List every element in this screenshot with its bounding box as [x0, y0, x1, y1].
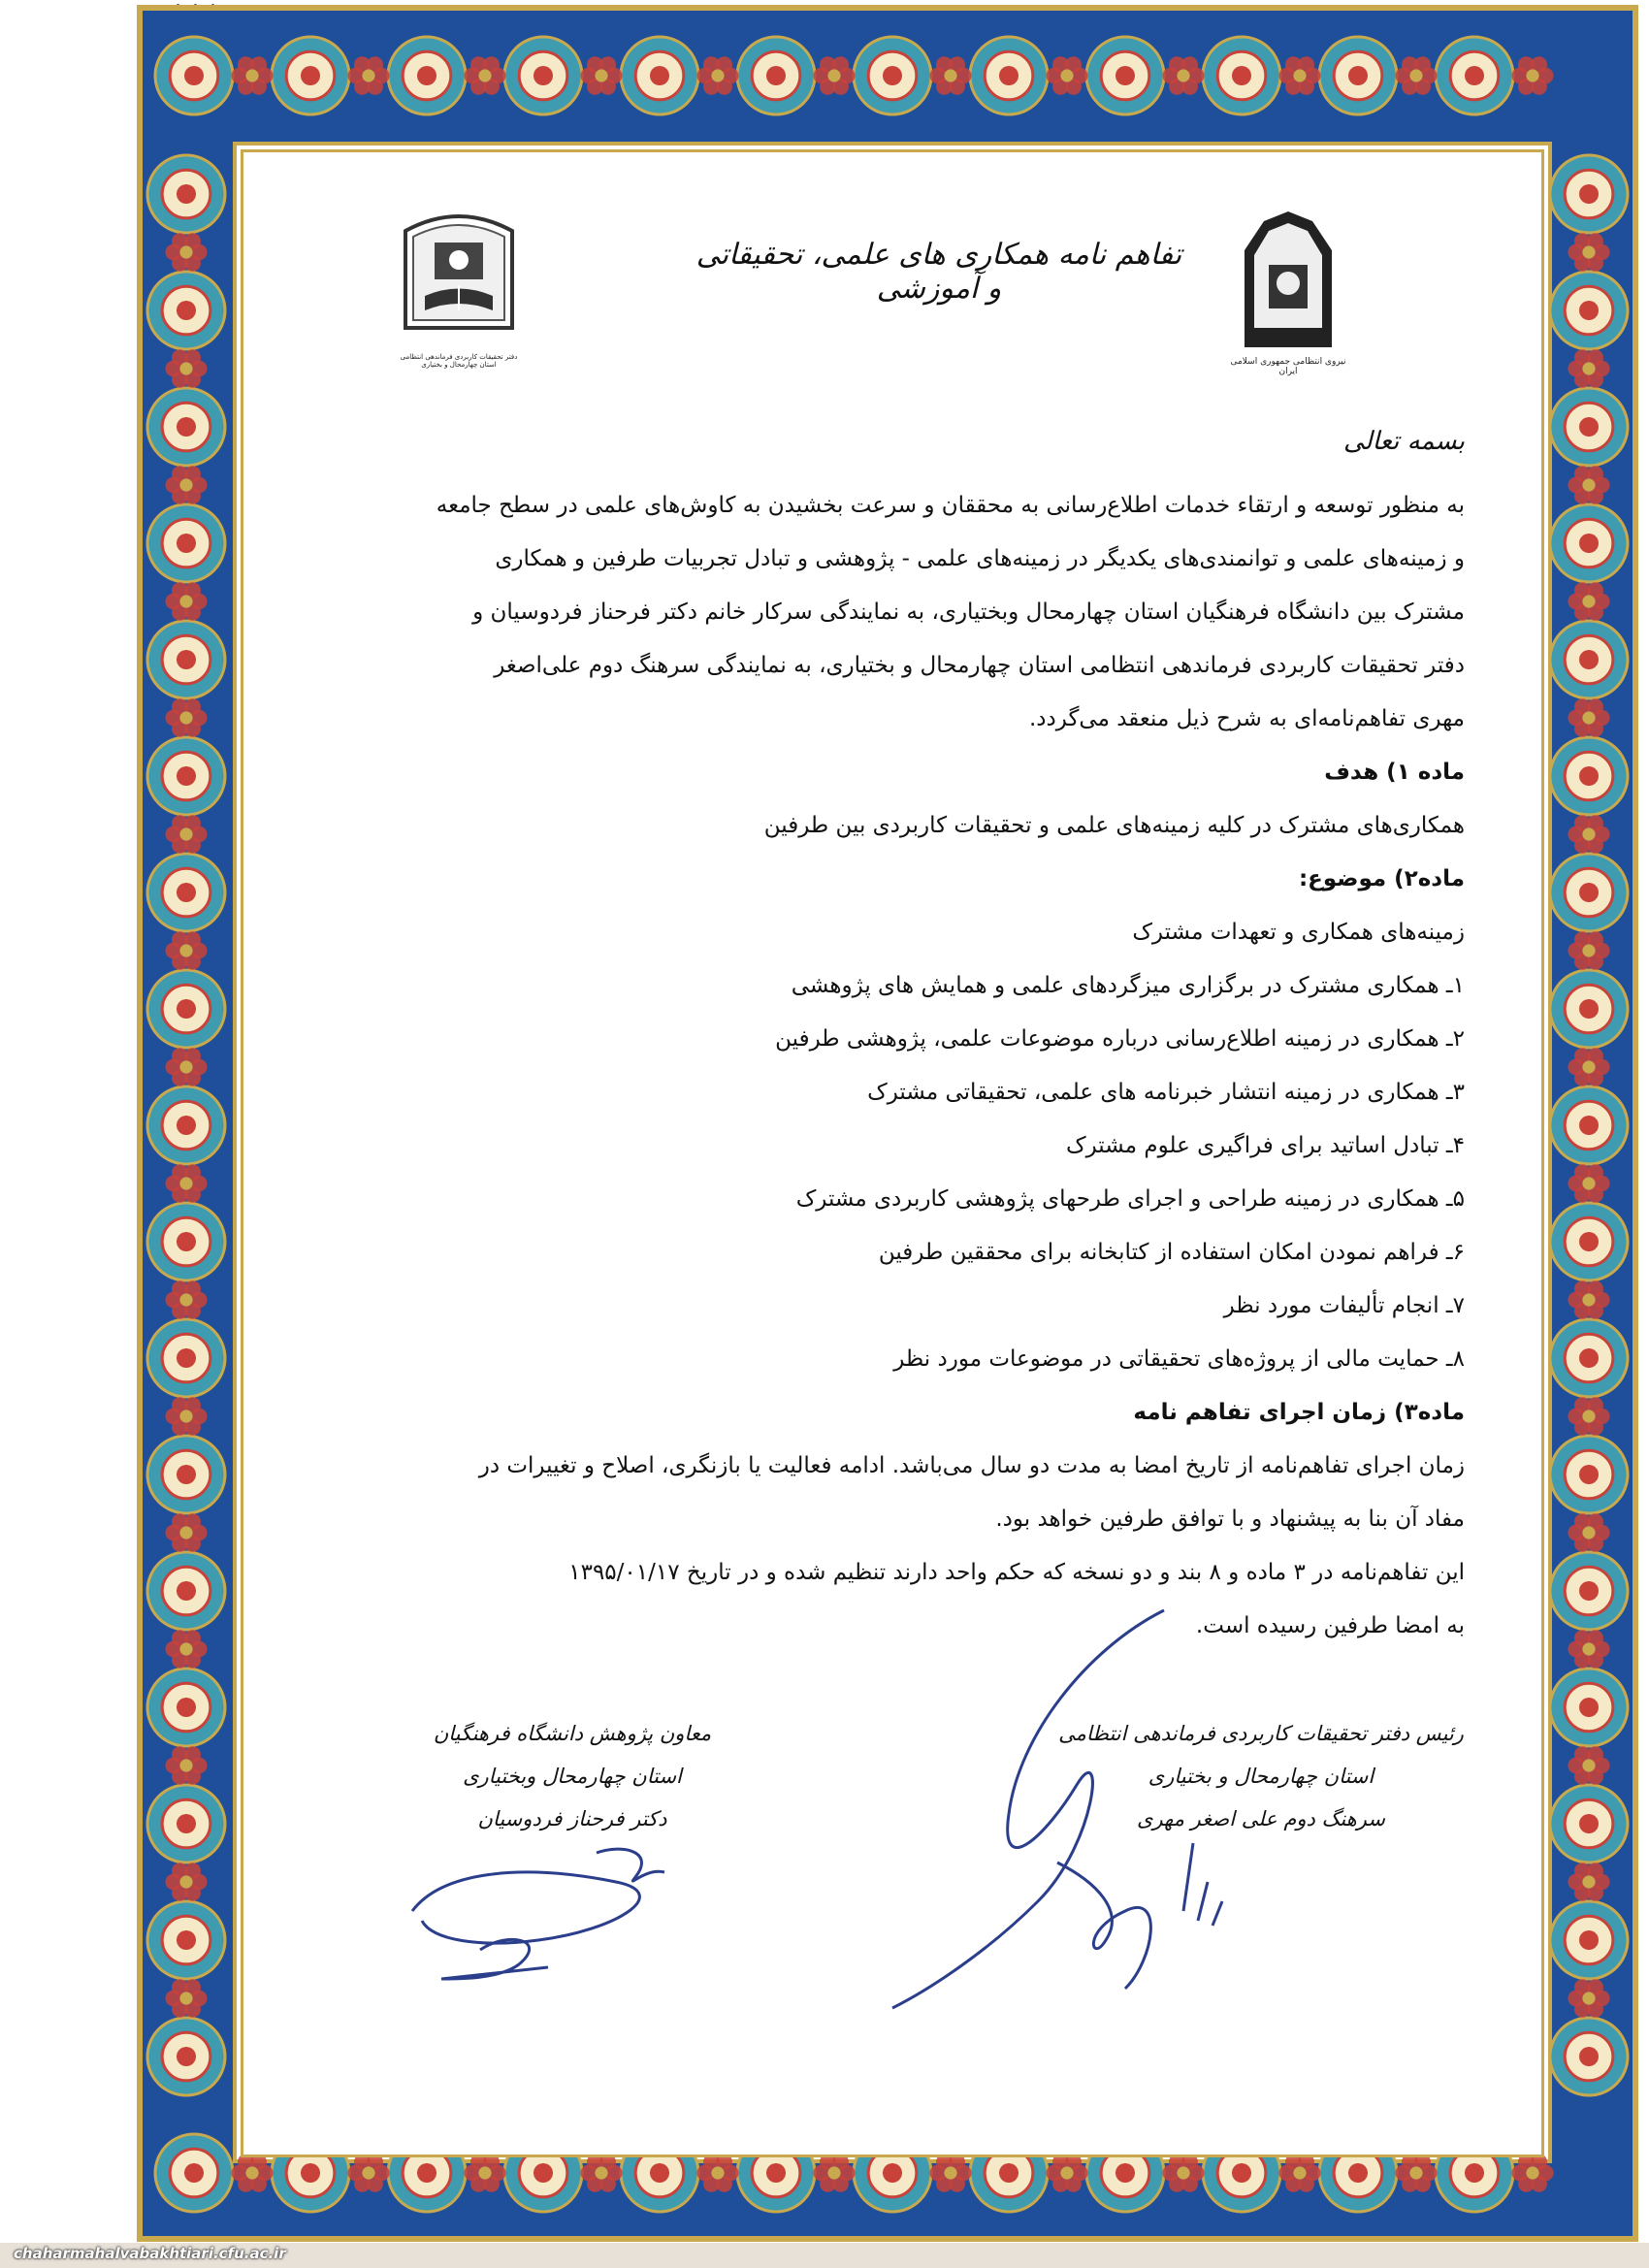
police-emblem-caption: نیروی انتظامی جمهوری اسلامی ایران	[1230, 357, 1346, 376]
university-research-emblem	[396, 204, 522, 369]
intro-paragraph	[369, 479, 1465, 746]
signatory-name: سرهنگ دوم علی اصغر مهری	[1137, 1807, 1385, 1831]
article-1-text: همکاری‌های مشترک در کلیه زمینه‌های علمی و تحقیقات کاربردی بین طرفین	[763, 813, 1465, 838]
list-item: ۱ـ همکاری مشترک در برگزاری میزگردهای علمی و همایش های پژوهشی	[791, 973, 1465, 998]
list-item: ۴ـ تبادل اساتید برای فراگیری علوم مشترک	[1065, 1133, 1465, 1158]
document-body	[369, 427, 1465, 1653]
list-item: ۲ـ همکاری در زمینه اطلاع‌رسانی درباره موضوعات علمی، پژوهشی طرفین	[775, 1026, 1465, 1052]
article-2-list	[369, 959, 1465, 1386]
signatory-province: استان چهارمحال و بختیاری	[1148, 1765, 1374, 1788]
article-1-heading: ماده ۱) هدف	[1324, 760, 1465, 785]
signature-scribble-police	[873, 1591, 1261, 2018]
university-emblem-caption: دفتر تحقیقات کاربردی فرماندهی انتظامی استان چهارمحال و بختیاری	[400, 353, 518, 369]
intro-line: و زمینه‌های علمی و توانمندی‌های یکدیگر در زمینه‌های علمی - پژوهشی و تبادل تجربیات طرفین و همکاری	[495, 546, 1465, 571]
list-item: ۸ـ حمایت مالی از پروژه‌های تحقیقاتی در موضوعات مورد نظر	[893, 1346, 1465, 1372]
police-emblem-icon	[1225, 211, 1351, 357]
document-title: تفاهم نامه همکاری های علمی، تحقیقاتی و آموزشی	[695, 238, 1182, 306]
article-2-intro: زمینه‌های همکاری و تعهدات مشترک	[1132, 920, 1465, 945]
signature-scribble-university	[403, 1833, 694, 1989]
article-3-line: زمان اجرای تفاهم‌نامه از تاریخ امضا به مدت دو سال می‌باشد. ادامه فعالیت یا بازنگری، اصلاح و تغییرات در	[478, 1453, 1465, 1478]
signatory-university	[369, 1712, 776, 1840]
intro-line: مشترک بین دانشگاه فرهنگیان استان چهارمحال وبختیاری، به نمایندگی سرکار خانم دکتر فرحناز فردوسیان و	[472, 599, 1465, 625]
list-item: ۵ـ همکاری در زمینه طراحی و اجرای طرحهای پژوهشی کاربردی مشترک	[795, 1186, 1465, 1212]
list-item: ۶ـ فراهم نمودن امکان استفاده از کتابخانه برای محققین طرفین	[878, 1240, 1465, 1265]
article-2-heading: ماده۲) موضوع:	[1298, 866, 1465, 891]
closing-line: این تفاهم‌نامه در ۳ ماده و ۸ بند و دو نسخه که حکم واحد دارند تنظیم شده و در تاریخ ۱۳۹۵/۰۱/۱۷	[568, 1560, 1465, 1585]
basmala: بسمه تعالی	[1343, 427, 1465, 456]
university-emblem-icon	[396, 204, 522, 349]
intro-line: دفتر تحقیقات کاربردی فرماندهی انتظامی استان چهارمحال و بختیاری، به نمایندگی سرهنگ دوم علی‌اصغر	[494, 653, 1465, 678]
signatory-title: معاون پژوهش دانشگاه فرهنگیان	[433, 1722, 712, 1745]
article-3-line: مفاد آن بنا به پیشنهاد و با توافق طرفین خواهد بود.	[995, 1507, 1465, 1532]
signatory-title: رئیس دفتر تحقیقات کاربردی فرماندهی انتظامی	[1058, 1722, 1464, 1745]
intro-line: مهری تفاهم‌نامه‌ای به شرح ذیل منعقد می‌گردد.	[1028, 706, 1465, 731]
intro-line: به منظور توسعه و ارتقاء خدمات اطلاع‌رسانی به محققان و سرعت بخشیدن به کاوش‌های علمی در سطح جامعه	[436, 493, 1465, 518]
site-watermark: chaharmahalvabakhtiari.cfu.ac.ir	[14, 2245, 286, 2262]
article-3-heading: ماده۳) زمان اجرای تفاهم نامه	[1133, 1400, 1465, 1425]
document-header	[241, 194, 1544, 388]
signatory-name: دکتر فرحناز فردوسیان	[477, 1807, 667, 1831]
police-emblem	[1225, 211, 1351, 376]
signatory-province: استان چهارمحال وبختیاری	[463, 1765, 682, 1788]
list-item: ۷ـ انجام تألیفات مورد نظر	[1223, 1293, 1465, 1318]
list-item: ۳ـ همکاری در زمینه انتشار خبرنامه های علمی، تحقیقاتی مشترک	[867, 1080, 1465, 1105]
closing-line: به امضا طرفین رسیده است.	[1195, 1613, 1465, 1638]
